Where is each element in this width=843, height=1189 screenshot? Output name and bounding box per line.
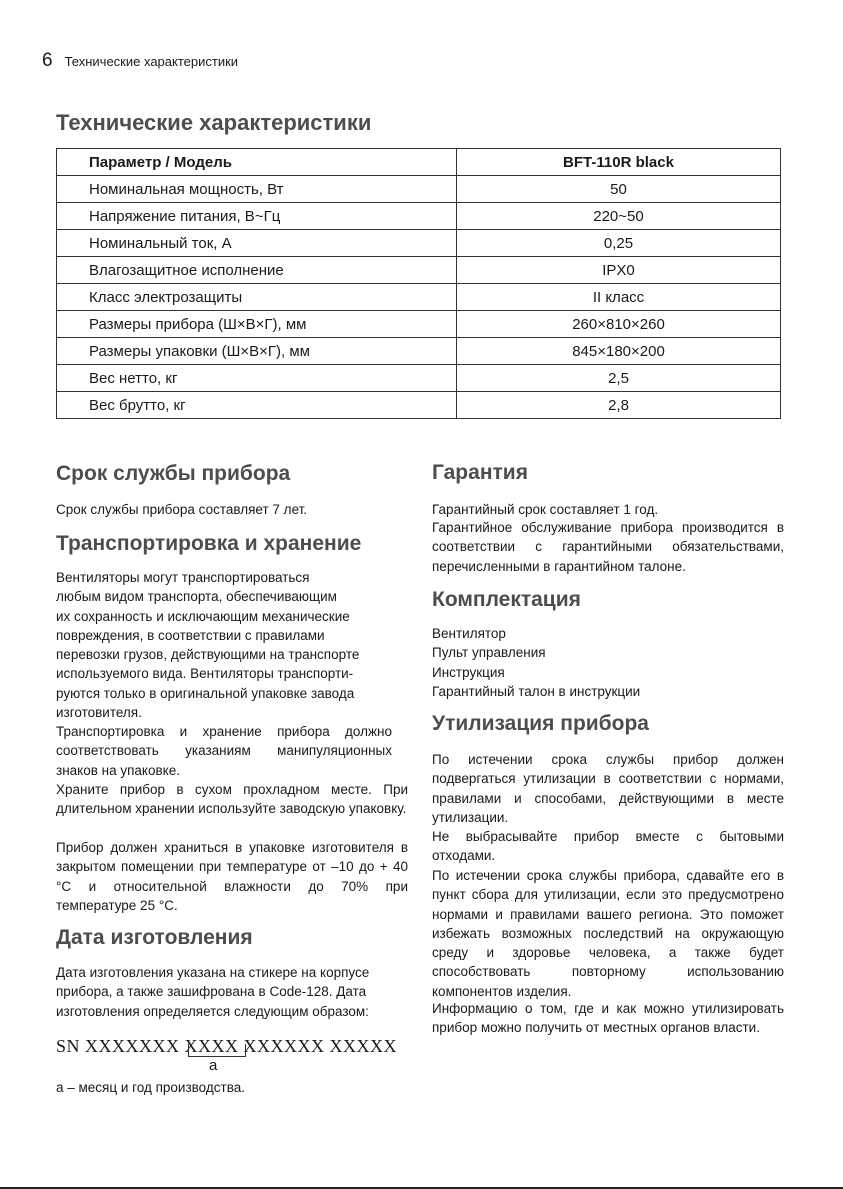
param-cell: Вес брутто, кг (57, 392, 457, 419)
param-cell: Номинальный ток, А (57, 230, 457, 257)
transport-line: повреждения, в соответствии с правилами (56, 627, 325, 643)
disposal-paragraph-4: Информацию о том, где и как можно утилизировать прибор можно получить от местных органов власти. (432, 1001, 784, 1036)
transport-line: любым видом транспорта, обеспечивающим (56, 589, 337, 605)
table-header-row (57, 149, 781, 176)
value-cell: 260×810×260 (457, 311, 781, 338)
transport-line: руются только в оригинальной упаковке завода (56, 685, 355, 701)
table-row (57, 311, 781, 338)
value-cell: 2,8 (457, 392, 781, 419)
disposal-paragraph-2: Не выбрасывайте прибор вместе с бытовыми отходами. (432, 829, 784, 864)
value-cell: IPX0 (457, 257, 781, 284)
param-cell: Класс электрозащиты (57, 284, 457, 311)
table-row (57, 257, 781, 284)
specs-table (56, 148, 781, 419)
serial-number-format: SN XXXXXXX XXXX XXXXXX XXXXX (56, 1036, 397, 1056)
specs-title: Технические характеристики (56, 110, 372, 135)
manufacture-title: Дата изготовления (56, 926, 253, 949)
transport-line: изготовителя. (56, 705, 142, 721)
page-number: 6 (42, 50, 53, 71)
warranty-title: Гарантия (432, 461, 528, 484)
table-row (57, 284, 781, 311)
value-cell: 0,25 (457, 230, 781, 257)
param-cell: Вес нетто, кг (57, 365, 457, 392)
serial-bracket (188, 1044, 246, 1057)
table-row (57, 338, 781, 365)
col-param-header: Параметр / Модель (57, 149, 457, 176)
table-row (57, 230, 781, 257)
param-cell: Напряжение питания, В~Гц (57, 203, 457, 230)
value-cell: 845×180×200 (457, 338, 781, 365)
transport-line: их сохранность и исключающим механические (56, 608, 350, 624)
kit-title: Комплектация (432, 588, 581, 611)
running-title: Технические характеристики (64, 54, 239, 69)
manufacture-text: Дата изготовления указана на стикере на корпусе прибора, а также зашифрована в Code-128. Дата изготовления определяется следующим образом: (56, 965, 370, 1019)
manufacture-legend: a – месяц и год производства. (56, 1080, 245, 1095)
warranty-paragraph-2: Гарантийное обслуживание прибора производится в соответствии с гарантийными обязательствами, перечисленными в гарантийном талоне. (432, 520, 784, 574)
disposal-paragraph-1: По истечении срока службы прибор должен подвергаться утилизации в соответствии с нормами, правилами и способами, действующими в месте утилизации. (432, 752, 784, 825)
param-cell: Номинальная мощность, Вт (57, 176, 457, 203)
disposal-paragraph-3: По истечении срока службы прибора, сдавайте его в пункт сбора для утилизации, если это предусмотрено нормами и правилами вашего региона. Это поможет избежать возможных последствий на окружающую среду и здоровье человека, а также будет способствовать повторному использованию компонентов изделия. (432, 868, 784, 999)
table-row (57, 392, 781, 419)
list-item: Вентилятор (432, 626, 506, 641)
page-header (42, 50, 238, 72)
kit-list (432, 624, 784, 701)
transport-line: используемого вида. Вентиляторы транспорти- (56, 666, 354, 682)
param-cell: Размеры упаковки (Ш×В×Г), мм (57, 338, 457, 365)
table-row (57, 365, 781, 392)
list-item: Гарантийный талон в инструкции (432, 683, 641, 699)
transport-paragraph-1 (56, 568, 406, 722)
param-cell: Влагозащитное исполнение (57, 257, 457, 284)
value-cell: 220~50 (457, 203, 781, 230)
table-row (57, 176, 781, 203)
list-item: Пульт управления (432, 645, 546, 661)
service-life-text: Срок службы прибора составляет 7 лет. (56, 502, 308, 517)
value-cell: II класс (457, 284, 781, 311)
value-cell: 2,5 (457, 365, 781, 392)
service-life-title: Срок службы прибора (56, 462, 291, 485)
transport-paragraph-2: Транспортировка и хранение прибора должно соответствовать указаниям манипуляционных знаков на упаковке. (56, 724, 392, 778)
warranty-paragraph-1: Гарантийный срок составляет 1 год. (432, 502, 659, 517)
transport-line: Вентиляторы могут транспортироваться (56, 570, 310, 585)
list-item: Инструкция (432, 664, 505, 680)
transport-line: перевозки грузов, действующими на транспорте (56, 647, 360, 663)
transport-paragraph-3: Храните прибор в сухом прохладном месте. При длительном хранении используйте заводскую упаковку. (56, 782, 408, 817)
transport-title: Транспортировка и хранение (56, 532, 362, 555)
disposal-title: Утилизация прибора (432, 712, 649, 735)
value-cell: 50 (457, 176, 781, 203)
serial-marker: a (209, 1057, 218, 1074)
col-model-header: BFT-110R black (457, 149, 781, 176)
table-row (57, 203, 781, 230)
transport-paragraph-4: Прибор должен храниться в упаковке изготовителя в закрытом помещении при температуре от –10 до + 40 °С и относительной влажности до 70% при температуре 25 °С. (56, 840, 408, 913)
param-cell: Размеры прибора (Ш×В×Г), мм (57, 311, 457, 338)
